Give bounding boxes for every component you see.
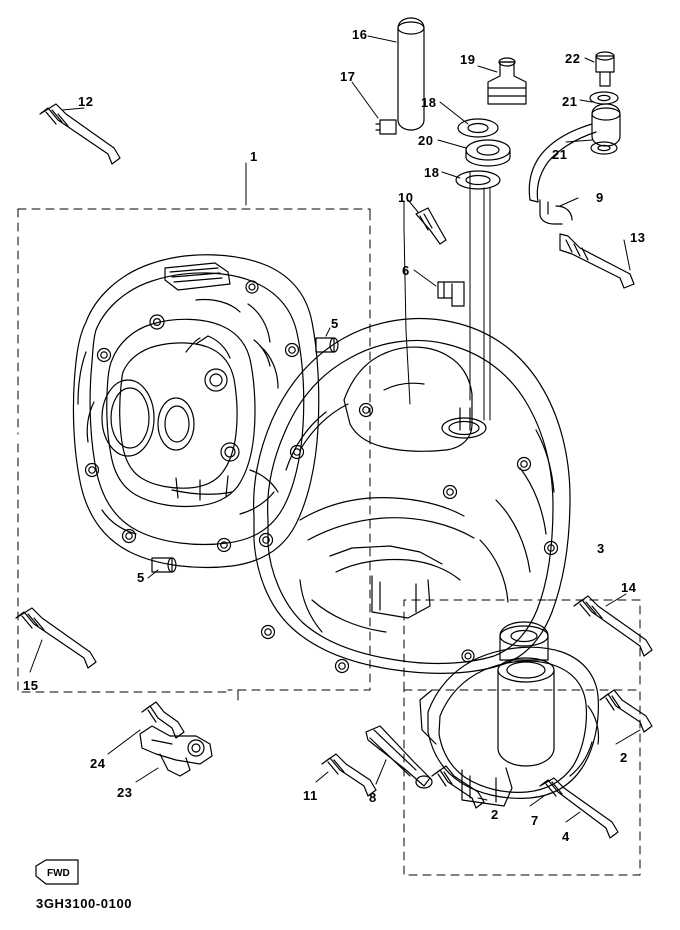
callout-2-lower: 2	[491, 807, 499, 822]
callout-2-right: 2	[620, 750, 628, 765]
callout-7: 7	[531, 813, 539, 828]
callout-19: 19	[460, 52, 476, 67]
callout-10: 10	[398, 190, 414, 205]
callout-18-upper: 18	[421, 95, 437, 110]
callout-23: 23	[117, 785, 133, 800]
callout-6: 6	[402, 263, 410, 278]
callout-9: 9	[596, 190, 604, 205]
callout-4: 4	[562, 829, 570, 844]
callout-21-upper: 21	[562, 94, 578, 109]
callout-1: 1	[250, 149, 258, 164]
callout-15: 15	[23, 678, 39, 693]
callout-3: 3	[597, 541, 605, 556]
callout-21-lower: 21	[552, 147, 568, 162]
callout-11: 11	[303, 788, 318, 803]
callout-24: 24	[90, 756, 106, 771]
fwd-orientation-badge	[32, 862, 80, 888]
callout-8: 8	[369, 790, 377, 805]
callout-13: 13	[630, 230, 646, 245]
callout-16: 16	[352, 27, 368, 42]
fwd-label: FWD	[47, 868, 70, 879]
callout-5-upper: 5	[331, 316, 339, 331]
callout-14: 14	[621, 580, 637, 595]
callout-18-lower: 18	[424, 165, 440, 180]
callout-20: 20	[418, 133, 434, 148]
callout-5-lower: 5	[137, 570, 145, 585]
callout-17: 17	[340, 69, 356, 84]
callout-22: 22	[565, 51, 581, 66]
callout-12: 12	[78, 94, 94, 109]
drawing-number: 3GH3100-0100	[36, 896, 133, 911]
